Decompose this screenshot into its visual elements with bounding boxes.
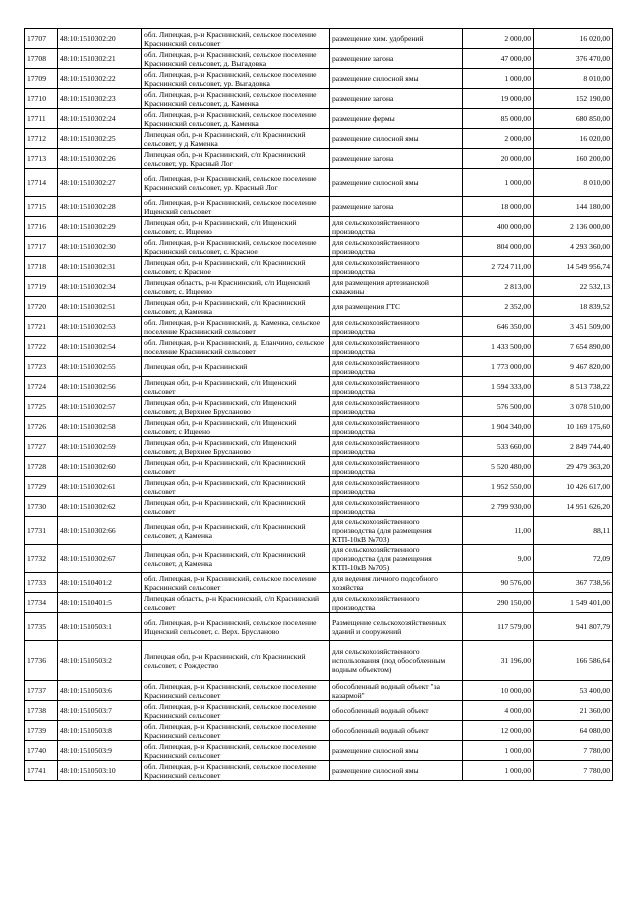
cadastral-number-cell: 48:10:1510503:9 — [58, 741, 142, 761]
table-row — [25, 397, 613, 417]
cadastral-number-cell: 48:10:1510302:62 — [58, 497, 142, 517]
permitted-use-cell: для сельскохозяйственного производства — [330, 237, 463, 257]
area-cell: 47 000,00 — [463, 49, 534, 69]
cadastral-number-cell: 48:10:1510302:57 — [58, 397, 142, 417]
area-cell: 2 724 711,00 — [463, 257, 534, 277]
address-cell: обл. Липецкая, р-н Краснинский, д. Каменка, сельское поселение Краснинский сельсовет — [142, 317, 330, 337]
address-cell: обл. Липецкая, р-н Краснинский, сельское поселение Краснинский сельсовет, д. Каменка — [142, 89, 330, 109]
cadastral-value-cell: 10 169 175,60 — [534, 417, 613, 437]
row-number-cell: 17734 — [25, 593, 58, 613]
cadastral-number-cell: 48:10:1510503:6 — [58, 681, 142, 701]
cadastral-value-cell: 166 586,64 — [534, 641, 613, 681]
row-number-cell: 17741 — [25, 761, 58, 781]
cadastral-value-cell: 64 080,00 — [534, 721, 613, 741]
area-cell: 2 000,00 — [463, 129, 534, 149]
address-cell: обл. Липецкая, р-н Краснинский, сельское поселение Краснинский сельсовет — [142, 721, 330, 741]
area-cell: 646 350,00 — [463, 317, 534, 337]
area-cell: 85 000,00 — [463, 109, 534, 129]
address-cell: Липецкая обл, р-н Краснинский, с/п Краснинский сельсовет — [142, 477, 330, 497]
address-cell: Липецкая обл, р-н Краснинский, с/п Краснинский сельсовет — [142, 457, 330, 477]
table-row — [25, 573, 613, 593]
table-row — [25, 109, 613, 129]
table-row — [25, 357, 613, 377]
row-number-cell: 17739 — [25, 721, 58, 741]
permitted-use-cell: для сельскохозяйственного производства — [330, 377, 463, 397]
address-cell: обл. Липецкая, р-н Краснинский, сельское поселение Краснинский сельсовет, ур. Красный Лог — [142, 169, 330, 197]
cadastral-number-cell: 48:10:1510503:7 — [58, 701, 142, 721]
row-number-cell: 17719 — [25, 277, 58, 297]
permitted-use-cell: Размещение сельскохозяйственных зданий и сооружений — [330, 613, 463, 641]
permitted-use-cell: для сельскохозяйственного производства — [330, 317, 463, 337]
area-cell: 19 000,00 — [463, 89, 534, 109]
permitted-use-cell: для сельскохозяйственного производства — [330, 477, 463, 497]
area-cell: 400 000,00 — [463, 217, 534, 237]
land-plots-table — [24, 28, 613, 781]
table-row — [25, 69, 613, 89]
table-row — [25, 701, 613, 721]
row-number-cell: 17708 — [25, 49, 58, 69]
area-cell: 1 904 340,00 — [463, 417, 534, 437]
cadastral-value-cell: 14 951 626,20 — [534, 497, 613, 517]
area-cell: 18 000,00 — [463, 197, 534, 217]
row-number-cell: 17735 — [25, 613, 58, 641]
row-number-cell: 17732 — [25, 545, 58, 573]
cadastral-value-cell: 53 400,00 — [534, 681, 613, 701]
row-number-cell: 17727 — [25, 437, 58, 457]
row-number-cell: 17710 — [25, 89, 58, 109]
row-number-cell: 17723 — [25, 357, 58, 377]
permitted-use-cell: для размещения ГТС — [330, 297, 463, 317]
cadastral-number-cell: 48:10:1510302:53 — [58, 317, 142, 337]
cadastral-number-cell: 48:10:1510302:67 — [58, 545, 142, 573]
table-row — [25, 721, 613, 741]
address-cell: Липецкая область, р-н Краснинский, с/п Ищенский сельсовет, с. Ищеено — [142, 277, 330, 297]
cadastral-number-cell: 48:10:1510302:51 — [58, 297, 142, 317]
row-number-cell: 17726 — [25, 417, 58, 437]
cadastral-value-cell: 1 549 401,00 — [534, 593, 613, 613]
area-cell: 1 000,00 — [463, 761, 534, 781]
cadastral-value-cell: 367 738,56 — [534, 573, 613, 593]
cadastral-number-cell: 48:10:1510302:20 — [58, 29, 142, 49]
table-row — [25, 613, 613, 641]
address-cell: Липецкая обл, р-н Краснинский, с/п Краснинский сельсовет, д Каменка — [142, 545, 330, 573]
cadastral-number-cell: 48:10:1510401:5 — [58, 593, 142, 613]
row-number-cell: 17729 — [25, 477, 58, 497]
table-row — [25, 545, 613, 573]
table-row — [25, 417, 613, 437]
cadastral-value-cell: 16 020,00 — [534, 29, 613, 49]
cadastral-number-cell: 48:10:1510302:22 — [58, 69, 142, 89]
area-cell: 2 352,00 — [463, 297, 534, 317]
address-cell: обл. Липецкая, р-н Краснинский, сельское поселение Краснинский сельсовет — [142, 681, 330, 701]
cadastral-number-cell: 48:10:1510503:8 — [58, 721, 142, 741]
cadastral-value-cell: 144 180,00 — [534, 197, 613, 217]
row-number-cell: 17725 — [25, 397, 58, 417]
address-cell: Липецкая обл, р-н Краснинский, с/п Краснинский сельсовет, д Каменка — [142, 517, 330, 545]
permitted-use-cell: для сельскохозяйственного производства — [330, 417, 463, 437]
cadastral-value-cell: 941 807,79 — [534, 613, 613, 641]
cadastral-value-cell: 7 780,00 — [534, 741, 613, 761]
cadastral-number-cell: 48:10:1510302:60 — [58, 457, 142, 477]
permitted-use-cell: для сельскохозяйственного производства — [330, 357, 463, 377]
area-cell: 31 196,00 — [463, 641, 534, 681]
permitted-use-cell: для сельскохозяйственного производства — [330, 593, 463, 613]
row-number-cell: 17715 — [25, 197, 58, 217]
row-number-cell: 17707 — [25, 29, 58, 49]
row-number-cell: 17722 — [25, 337, 58, 357]
table-row — [25, 317, 613, 337]
address-cell: Липецкая обл, р-н Краснинский, с/п Краснинский сельсовет, д Каменка — [142, 297, 330, 317]
cadastral-number-cell: 48:10:1510302:25 — [58, 129, 142, 149]
permitted-use-cell: для ведения личного подсобного хозяйства — [330, 573, 463, 593]
row-number-cell: 17709 — [25, 69, 58, 89]
permitted-use-cell: для размещения артезианской скважины — [330, 277, 463, 297]
row-number-cell: 17724 — [25, 377, 58, 397]
table-row — [25, 89, 613, 109]
cadastral-number-cell: 48:10:1510302:56 — [58, 377, 142, 397]
permitted-use-cell: для сельскохозяйственного производства — [330, 217, 463, 237]
cadastral-value-cell: 29 479 363,20 — [534, 457, 613, 477]
cadastral-value-cell: 2 849 744,40 — [534, 437, 613, 457]
cadastral-number-cell: 48:10:1510302:58 — [58, 417, 142, 437]
row-number-cell: 17721 — [25, 317, 58, 337]
cadastral-value-cell: 8 010,00 — [534, 69, 613, 89]
table-row — [25, 741, 613, 761]
address-cell: обл. Липецкая, р-н Краснинский, сельское поселение Краснинский сельсовет — [142, 741, 330, 761]
row-number-cell: 17720 — [25, 297, 58, 317]
cadastral-value-cell: 2 136 000,00 — [534, 217, 613, 237]
cadastral-value-cell: 14 549 956,74 — [534, 257, 613, 277]
area-cell: 2 813,00 — [463, 277, 534, 297]
permitted-use-cell: для сельскохозяйственного производства — [330, 437, 463, 457]
address-cell: Липецкая обл, р-н Краснинский — [142, 357, 330, 377]
row-number-cell: 17731 — [25, 517, 58, 545]
cadastral-value-cell: 160 200,00 — [534, 149, 613, 169]
cadastral-number-cell: 48:10:1510503:1 — [58, 613, 142, 641]
table-row — [25, 477, 613, 497]
address-cell: Липецкая обл, р-н Краснинский, с/п Краснинский сельсовет, у д Каменка — [142, 129, 330, 149]
address-cell: Липецкая обл, р-н Краснинский, с/п Ищенский сельсовет, с. Ищеено — [142, 217, 330, 237]
cadastral-number-cell: 48:10:1510302:30 — [58, 237, 142, 257]
cadastral-number-cell: 48:10:1510302:66 — [58, 517, 142, 545]
permitted-use-cell: для сельскохозяйственного производства (для размещения КТП-10кВ №703) — [330, 517, 463, 545]
table-body — [25, 29, 613, 781]
cadastral-value-cell: 72,09 — [534, 545, 613, 573]
address-cell: Липецкая обл, р-н Краснинский, с/п Ищенский сельсовет, с Ищеено — [142, 417, 330, 437]
row-number-cell: 17716 — [25, 217, 58, 237]
table-row — [25, 237, 613, 257]
cadastral-number-cell: 48:10:1510503:10 — [58, 761, 142, 781]
permitted-use-cell: размещение фермы — [330, 109, 463, 129]
area-cell: 804 000,00 — [463, 237, 534, 257]
area-cell: 1 433 500,00 — [463, 337, 534, 357]
cadastral-value-cell: 680 850,00 — [534, 109, 613, 129]
cadastral-value-cell: 9 467 820,00 — [534, 357, 613, 377]
address-cell: Липецкая обл, р-н Краснинский, с/п Краснинский сельсовет, с Красное — [142, 257, 330, 277]
cadastral-number-cell: 48:10:1510302:61 — [58, 477, 142, 497]
cadastral-number-cell: 48:10:1510302:28 — [58, 197, 142, 217]
permitted-use-cell: для сельскохозяйственного производства — [330, 497, 463, 517]
cadastral-value-cell: 3 078 510,00 — [534, 397, 613, 417]
row-number-cell: 17730 — [25, 497, 58, 517]
table-row — [25, 437, 613, 457]
address-cell: обл. Липецкая, р-н Краснинский, сельское поселение Краснинский сельсовет, д. Выгадовка — [142, 49, 330, 69]
address-cell: Липецкая обл, р-н Краснинский, с/п Краснинский сельсовет — [142, 497, 330, 517]
row-number-cell: 17718 — [25, 257, 58, 277]
address-cell: Липецкая обл, р-н Краснинский, с/п Краснинский сельсовет, ур. Красный Лог — [142, 149, 330, 169]
permitted-use-cell: размещение силосной ямы — [330, 169, 463, 197]
area-cell: 5 520 480,00 — [463, 457, 534, 477]
cadastral-number-cell: 48:10:1510302:34 — [58, 277, 142, 297]
permitted-use-cell: размещение силосной ямы — [330, 69, 463, 89]
area-cell: 533 660,00 — [463, 437, 534, 457]
row-number-cell: 17712 — [25, 129, 58, 149]
document-page — [24, 28, 612, 781]
table-row — [25, 197, 613, 217]
permitted-use-cell: обособленный водный объект — [330, 701, 463, 721]
address-cell: обл. Липецкая, р-н Краснинский, сельское поселение Краснинский сельсовет — [142, 701, 330, 721]
cadastral-value-cell: 7 780,00 — [534, 761, 613, 781]
permitted-use-cell: размещение загона — [330, 89, 463, 109]
table-row — [25, 641, 613, 681]
area-cell: 20 000,00 — [463, 149, 534, 169]
cadastral-number-cell: 48:10:1510302:55 — [58, 357, 142, 377]
permitted-use-cell: размещение силосной ямы — [330, 129, 463, 149]
cadastral-number-cell: 48:10:1510302:31 — [58, 257, 142, 277]
address-cell: обл. Липецкая, р-н Краснинский, д. Еланчино, сельское поселение Краснинский сельсовет — [142, 337, 330, 357]
address-cell: обл. Липецкая, р-н Краснинский, сельское поселение Краснинский сельсовет, ур. Выгадовка — [142, 69, 330, 89]
row-number-cell: 17740 — [25, 741, 58, 761]
address-cell: обл. Липецкая, р-н Краснинский, сельское поселение Краснинский сельсовет — [142, 573, 330, 593]
cadastral-value-cell: 22 532,13 — [534, 277, 613, 297]
cadastral-number-cell: 48:10:1510302:23 — [58, 89, 142, 109]
table-row — [25, 593, 613, 613]
cadastral-value-cell: 8 010,00 — [534, 169, 613, 197]
permitted-use-cell: для сельскохозяйственного производства (для размещения КТП-10кВ №705) — [330, 545, 463, 573]
cadastral-value-cell: 10 426 617,00 — [534, 477, 613, 497]
permitted-use-cell: для сельскохозяйственного производства — [330, 397, 463, 417]
table-row — [25, 761, 613, 781]
table-row — [25, 377, 613, 397]
area-cell: 2 799 930,00 — [463, 497, 534, 517]
row-number-cell: 17714 — [25, 169, 58, 197]
cadastral-value-cell: 88,11 — [534, 517, 613, 545]
cadastral-number-cell: 48:10:1510503:2 — [58, 641, 142, 681]
row-number-cell: 17713 — [25, 149, 58, 169]
address-cell: обл. Липецкая, р-н Краснинский, сельское поселение Краснинский сельсовет — [142, 29, 330, 49]
cadastral-value-cell: 16 020,00 — [534, 129, 613, 149]
area-cell: 1 000,00 — [463, 169, 534, 197]
permitted-use-cell: размещение силосной ямы — [330, 741, 463, 761]
cadastral-number-cell: 48:10:1510302:21 — [58, 49, 142, 69]
cadastral-number-cell: 48:10:1510302:54 — [58, 337, 142, 357]
area-cell: 1 773 000,00 — [463, 357, 534, 377]
address-cell: Липецкая область, р-н Краснинский, с/п Краснинский сельсовет — [142, 593, 330, 613]
permitted-use-cell: размещение загона — [330, 149, 463, 169]
permitted-use-cell: для сельскохозяйственного производства — [330, 337, 463, 357]
permitted-use-cell: размещение загона — [330, 197, 463, 217]
area-cell: 1 952 550,00 — [463, 477, 534, 497]
table-row — [25, 29, 613, 49]
cadastral-value-cell: 21 360,00 — [534, 701, 613, 721]
area-cell: 1 000,00 — [463, 69, 534, 89]
table-row — [25, 129, 613, 149]
table-row — [25, 277, 613, 297]
table-row — [25, 681, 613, 701]
table-row — [25, 497, 613, 517]
table-row — [25, 49, 613, 69]
permitted-use-cell: обособленный водный объект "за казармой" — [330, 681, 463, 701]
cadastral-number-cell: 48:10:1510302:26 — [58, 149, 142, 169]
address-cell: обл. Липецкая, р-н Краснинский, сельское поселение Краснинский сельсовет — [142, 761, 330, 781]
permitted-use-cell: для сельскохозяйственного использования (под обособленным водным объектом) — [330, 641, 463, 681]
cadastral-number-cell: 48:10:1510302:24 — [58, 109, 142, 129]
row-number-cell: 17711 — [25, 109, 58, 129]
area-cell: 576 500,00 — [463, 397, 534, 417]
table-row — [25, 257, 613, 277]
permitted-use-cell: для сельскохозяйственного производства — [330, 457, 463, 477]
row-number-cell: 17728 — [25, 457, 58, 477]
area-cell: 9,00 — [463, 545, 534, 573]
table-row — [25, 217, 613, 237]
cadastral-value-cell: 8 513 738,22 — [534, 377, 613, 397]
area-cell: 90 576,00 — [463, 573, 534, 593]
address-cell: Липецкая обл, р-н Краснинский, с/п Ищенский сельсовет — [142, 377, 330, 397]
cadastral-number-cell: 48:10:1510302:59 — [58, 437, 142, 457]
table-row — [25, 149, 613, 169]
cadastral-value-cell: 7 654 890,00 — [534, 337, 613, 357]
cadastral-value-cell: 3 451 509,00 — [534, 317, 613, 337]
cadastral-number-cell: 48:10:1510302:29 — [58, 217, 142, 237]
permitted-use-cell: размещение хим. удобрений — [330, 29, 463, 49]
table-row — [25, 169, 613, 197]
area-cell: 290 150,00 — [463, 593, 534, 613]
address-cell: обл. Липецкая, р-н Краснинский, сельское поселение Ищенский сельсовет, с. Верх. Брусланово — [142, 613, 330, 641]
address-cell: обл. Липецкая, р-н Краснинский, сельское поселение Ищенский сельсовет — [142, 197, 330, 217]
table-row — [25, 457, 613, 477]
address-cell: Липецкая обл, р-н Краснинский, с/п Ищенский сельсовет, д Верхнее Брусланово — [142, 397, 330, 417]
area-cell: 1 594 333,00 — [463, 377, 534, 397]
area-cell: 10 000,00 — [463, 681, 534, 701]
row-number-cell: 17736 — [25, 641, 58, 681]
area-cell: 117 579,00 — [463, 613, 534, 641]
cadastral-value-cell: 18 839,52 — [534, 297, 613, 317]
area-cell: 2 000,00 — [463, 29, 534, 49]
cadastral-value-cell: 4 293 360,00 — [534, 237, 613, 257]
address-cell: обл. Липецкая, р-н Краснинский, сельское поселение Краснинский сельсовет, д. Каменка — [142, 109, 330, 129]
cadastral-number-cell: 48:10:1510302:27 — [58, 169, 142, 197]
row-number-cell: 17738 — [25, 701, 58, 721]
permitted-use-cell: обособленный водный объект — [330, 721, 463, 741]
area-cell: 12 000,00 — [463, 721, 534, 741]
address-cell: Липецкая обл, р-н Краснинский, с/п Краснинский сельсовет, с Рождество — [142, 641, 330, 681]
area-cell: 4 000,00 — [463, 701, 534, 721]
permitted-use-cell: размещение силосной ямы — [330, 761, 463, 781]
permitted-use-cell: размещение загона — [330, 49, 463, 69]
row-number-cell: 17737 — [25, 681, 58, 701]
table-row — [25, 337, 613, 357]
area-cell: 11,00 — [463, 517, 534, 545]
address-cell: Липецкая обл, р-н Краснинский, с/п Ищенский сельсовет, д Верхнее Брусланово — [142, 437, 330, 457]
area-cell: 1 000,00 — [463, 741, 534, 761]
table-row — [25, 297, 613, 317]
row-number-cell: 17733 — [25, 573, 58, 593]
address-cell: обл. Липецкая, р-н Краснинский, сельское поселение Краснинский сельсовет, с. Красное — [142, 237, 330, 257]
cadastral-number-cell: 48:10:1510401:2 — [58, 573, 142, 593]
permitted-use-cell: для сельскохозяйственного производства — [330, 257, 463, 277]
cadastral-value-cell: 376 470,00 — [534, 49, 613, 69]
cadastral-value-cell: 152 190,00 — [534, 89, 613, 109]
row-number-cell: 17717 — [25, 237, 58, 257]
table-row — [25, 517, 613, 545]
